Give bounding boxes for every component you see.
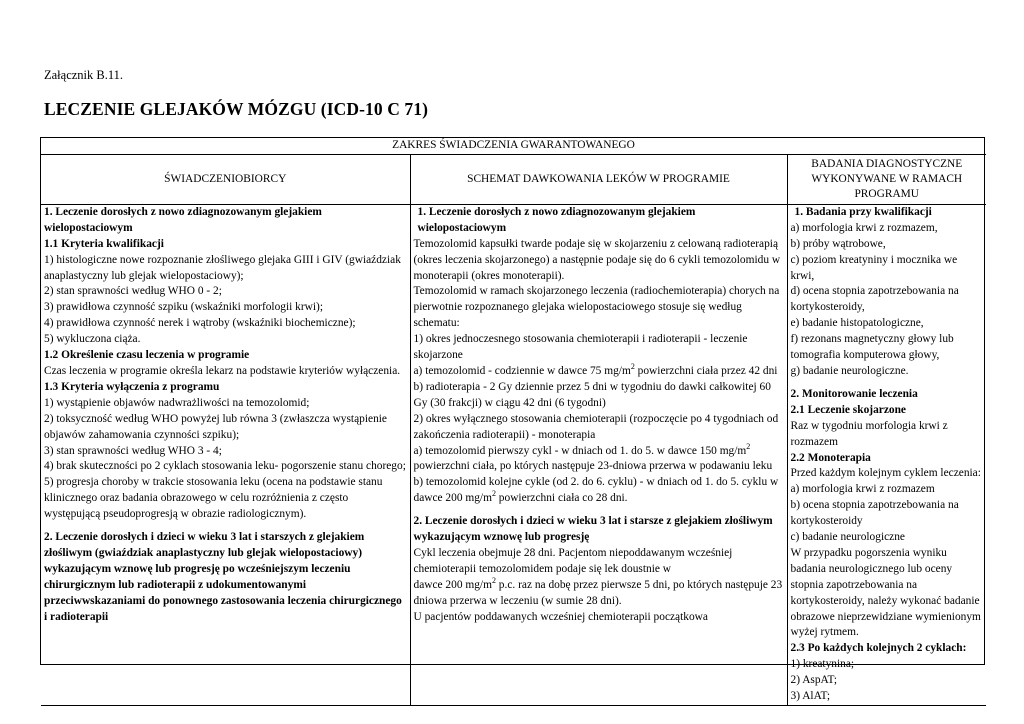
exclusion-item: 2) toksyczność według WHO powyżej lub równa 3 (zwłaszcza wystąpienie objawów zahamowania czynności szpiku); — [44, 412, 387, 441]
dosage-text: a) temozolomid - codziennie w dawce 75 mg/m — [413, 364, 631, 377]
superscript: 2 — [491, 575, 496, 585]
column-header-row — [41, 154, 986, 204]
qualification-item: 1) histologiczne nowe rozpoznanie złośliwego glejaka GIII i GIV (gwiaździak anaplastyczny lub glejak wielopostaciowy); — [44, 253, 401, 282]
diagnostics-cell — [787, 204, 986, 705]
every-two-cycles-title: 2.3 Po każdych kolejnych 2 cyklach: — [790, 642, 967, 655]
dosage-paragraph — [413, 441, 784, 476]
program-table — [41, 138, 986, 706]
diagnostics-item: d) ocena stopnia zapotrzebowania na kortykosteroidy, — [790, 285, 959, 314]
diagnostics-item: c) poziom kreatyniny i mocznika we krwi, — [790, 253, 958, 282]
dosage-paragraph: Temozolomid w ramach skojarzonego leczenia (radiochemioterapia) chorych na pierwotnie rozpoznanego glejaka wielopostaciowego stosuje się według schematu: — [413, 285, 780, 330]
dosage-paragraph: Temozolomid kapsułki twarde podaje się w skojarzeniu z celowaną radioterapią (okres leczenia skojarzonego) a następnie podaje się do 6 cykli temozolomidu w monoterapii (okres monoterapii). — [413, 237, 781, 282]
content-row — [41, 204, 986, 705]
treatment-duration-text: Czas leczenia w programie określa lekarz na podstawie kryteriów wyłączenia. — [44, 364, 401, 377]
diagnostics-item: a) morfologia krwi z rozmazem, — [790, 221, 938, 234]
combined-treatment-text: Raz w tygodniu morfologia krwi z rozmazem — [790, 419, 948, 448]
diagnostics-item: e) badanie histopatologiczne, — [790, 317, 924, 330]
monotherapy-item: Przed każdym kolejnym cyklem leczenia: — [790, 467, 981, 480]
dosage-text: powierzchni ciała przez 42 dni — [634, 364, 778, 377]
header-beneficiaries: ŚWIADCZENIOBIORCY — [41, 154, 410, 204]
program-table-frame — [40, 137, 985, 703]
header-diagnostics: BADANIA DIAGNOSTYCZNE WYKONYWANE W RAMACH PROGRAMU — [787, 154, 986, 204]
diagnostics-item: b) próby wątrobowe, — [790, 237, 886, 250]
dosage-section-1-title: 1. Leczenie dorosłych z nowo zdiagnozowanym glejakiem wielopostaciowym — [417, 205, 696, 234]
monotherapy-title: 2.2 Monoterapia — [790, 451, 871, 464]
exclusion-item: 1) wystąpienie objawów nadwrażliwości na temozolomid; — [44, 396, 310, 409]
monitoring-title: 2. Monitorowanie leczenia — [790, 387, 918, 400]
annex-label: Załącznik B.11. — [44, 68, 124, 82]
qualification-item: 5) wykluczona ciąża. — [44, 333, 141, 346]
monotherapy-item: a) morfologia krwi z rozmazem — [790, 483, 935, 496]
every-two-cycles-item: 3) AlAT; — [790, 690, 831, 703]
exclusion-criteria-title: 1.3 Kryteria wyłączenia z programu — [44, 380, 220, 393]
dosage-section-2-title: 2. Leczenie dorosłych i dzieci w wieku 3 lat i starsze z glejakiem złośliwym wykazującym wznowę lub progresję — [413, 515, 773, 544]
dosage-text: p.c. raz na dobę przez pierwsze 5 dni, po których następuje 23 dniowa przerwa w leczeniu (w sumie 28 dni). — [413, 578, 783, 607]
dosage-text: dawce 200 mg/m — [413, 578, 492, 591]
every-two-cycles-item: 1) kreatynina; — [790, 658, 855, 671]
monotherapy-item: c) badanie neurologiczne — [790, 531, 905, 544]
dosage-paragraph: 1) okres jednoczesnego stosowania chemioterapii i radioterapii - leczenie skojarzone — [413, 333, 748, 362]
exclusion-item: 4) brak skuteczności po 2 cyklach stosowania leku- pogorszenie stanu chorego; — [44, 460, 406, 473]
qualification-item: 4) prawidłowa czynność nerek i wątroby (wskaźniki biochemiczne); — [44, 317, 356, 330]
treatment-duration-title: 1.2 Określenie czasu leczenia w programie — [44, 349, 250, 362]
combined-treatment-title: 2.1 Leczenie skojarzone — [790, 403, 906, 416]
scope-header-row — [41, 138, 986, 154]
header-dosage: SCHEMAT DAWKOWANIA LEKÓW W PROGRAMIE — [410, 154, 787, 204]
diagnostics-item: g) badanie neurologiczne. — [790, 364, 909, 377]
qualification-item: 3) prawidłowa czynność szpiku (wskaźniki morfologii krwi); — [44, 301, 324, 314]
diagnostics-section-1-title: 1. Badania przy kwalifikacji — [794, 205, 932, 218]
beneficiaries-section-2-title: 2. Leczenie dorosłych i dzieci w wieku 3 lat i starszych z glejakiem złośliwym (gwiaździak anaplastyczny lub glejak wielopostaciowy) wykazującym wznowę lub progresję po wcześniejszym leczeniu chirurgicznym lub radioterapii z udokumentowanymi przeciwwskazaniami do ponownego zastosowania leczenia chirurgicznego i radioterapii — [44, 531, 402, 623]
every-two-cycles-item: 2) AspAT; — [790, 674, 838, 687]
superscript: 2 — [630, 362, 635, 372]
dosage-text: a) temozolomid pierwszy cykl - w dniach od 1. do 5. w dawce 150 mg/m — [413, 444, 747, 457]
dosage-text: b) temozolomid kolejne cykle (od 2. do 6. cyklu) - w dniach od 1. do 5. cyklu w dawce 200 mg/m — [413, 476, 779, 505]
superscript: 2 — [491, 489, 496, 499]
exclusion-item: 3) stan sprawności według WHO 3 - 4; — [44, 444, 222, 457]
dosage-text: powierzchni ciała, po których następuje 23-dniowa przerwa w podawaniu leku — [413, 460, 773, 473]
qualification-criteria-title: 1.1 Kryteria kwalifikacji — [44, 237, 164, 250]
qualification-item: 2) stan sprawności według WHO 0 - 2; — [44, 285, 222, 298]
dosage-text: powierzchni ciała co 28 dni. — [495, 492, 628, 505]
dosage-paragraph — [413, 575, 784, 610]
monotherapy-item: W przypadku pogorszenia wyniku badania neurologicznego lub oceny stopnia zapotrzebowania na kortykosteroidy, należy wykonać badanie obrazowe nieprzewidziane wymienionym wyżej rytmem. — [790, 546, 981, 639]
dosage-paragraph: b) radioterapia - 2 Gy dziennie przez 5 dni w tygodniu do dawki całkowitej 60 Gy (30 frakcji) w ciągu 42 dni (6 tygodni) — [413, 380, 771, 409]
beneficiaries-cell — [41, 204, 410, 705]
exclusion-item: 5) progresja choroby w trakcie stosowania leku (ocena na podstawie stanu klinicznego oraz badania obrazowego w celu rozróżnienia z często występującą pseudoprogresją w obrazie radiologicznym). — [44, 476, 383, 521]
monotherapy-item: b) ocena stopnia zapotrzebowania na kortykosteroidy — [790, 499, 959, 528]
superscript: 2 — [746, 441, 751, 451]
dosage-paragraph: U pacjentów poddawanych wcześniej chemioterapii początkowa — [413, 610, 708, 623]
dosage-paragraph — [414, 475, 784, 507]
beneficiaries-section-1-title: 1. Leczenie dorosłych z nowo zdiagnozowanym glejakiem wielopostaciowym — [44, 205, 322, 234]
dosage-paragraph: Cykl leczenia obejmuje 28 dni. Pacjentom niepoddawanym wcześniej chemioterapii temozolomidem podaje się lek doustnie w — [413, 546, 733, 575]
scope-header: ZAKRES ŚWIADCZENIA GWARANTOWANEGO — [41, 138, 986, 154]
diagnostics-item: f) rezonans magnetyczny głowy lub tomografia komputerowa głowy, — [790, 333, 954, 362]
document-title: LECZENIE GLEJAKÓW MÓZGU (ICD-10 C 71) — [44, 99, 429, 119]
dosage-paragraph: 2) okres wyłącznego stosowania chemioterapii (rozpoczęcie po 4 tygodniach od zakończenia radioterapii) - monoterapia — [413, 412, 779, 441]
dosage-paragraph — [414, 364, 784, 380]
dosage-cell — [410, 204, 787, 705]
